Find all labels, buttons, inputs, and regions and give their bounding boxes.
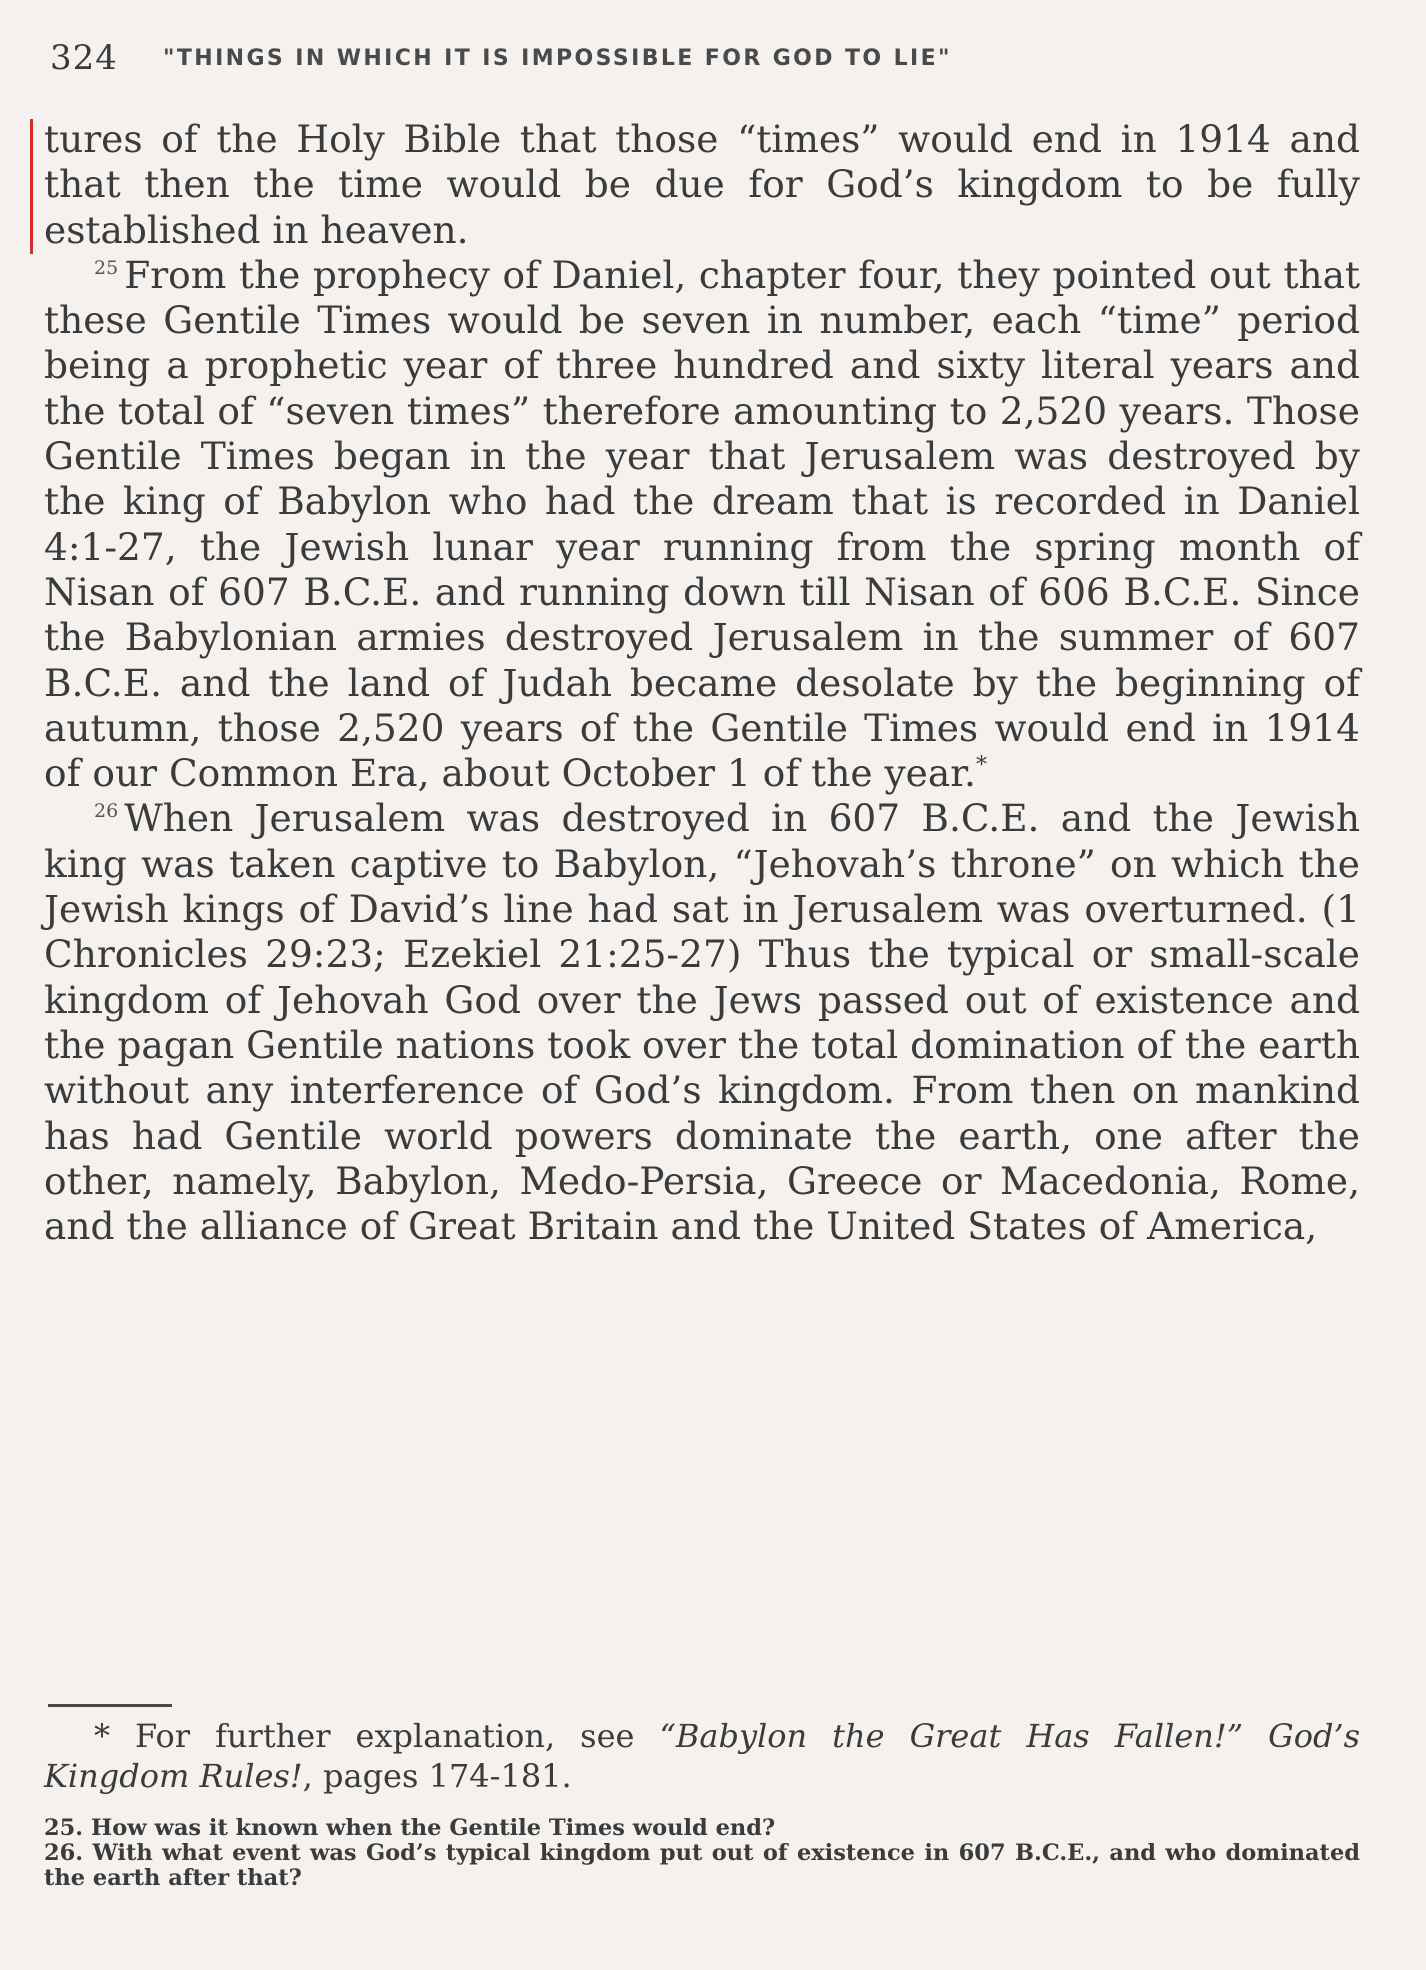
- paragraph-number: 26: [94, 800, 119, 823]
- footnote-divider: [48, 1704, 172, 1707]
- paragraph-number: 25: [94, 256, 119, 279]
- study-question-25: 25. How was it known when the Gentile Times would end?: [44, 1815, 776, 1841]
- running-title: "THINGS IN WHICH IT IS IMPOSSIBLE FOR GOD TO LIE": [163, 46, 952, 71]
- page-number: 324: [50, 38, 118, 78]
- study-questions: [44, 1816, 1360, 1891]
- page-header: [50, 38, 1370, 88]
- margin-highlight-mark: [30, 119, 33, 254]
- footnote-book-title-2: God’s Kingdom Rules!: [44, 1717, 1361, 1795]
- continuation-paragraph: [44, 117, 1360, 253]
- body-text: [44, 117, 1360, 1249]
- study-question-26: 26. With what event was God’s typical kingdom put out of existence in 607 B.C.E., and who dominated the earth after that?: [44, 1840, 1360, 1891]
- footnote-lead: For further explanation, see: [135, 1717, 660, 1755]
- footnote-separator: [1243, 1717, 1268, 1755]
- paragraph-25: [44, 253, 1360, 797]
- paragraph-26: [44, 796, 1360, 1249]
- footnote-mark: *: [94, 1717, 110, 1755]
- continuation-text: tures of the Holy Bible that those “times” would end in 1914 and that then the time would be due for God’s kingdom to be fully established in heaven.: [44, 117, 1360, 252]
- footnote-reference-mark: *: [975, 753, 987, 779]
- paragraph-26-text: When Jerusalem was destroyed in 607 B.C.E. and the Jewish king was taken captive to Babylon, “Jehovah’s throne” on which the Jewish kings of David’s line had sat in Jerusalem was overturned. (1 Chronicles 29:23; Ezekiel 21:25-27) Thus the typical or small-scale kingdom of Jehovah God over the Jews passed out of existence and the pagan Gentile nations took over the total domination of the earth without any interference of God’s kingdom. From then on mankind has had Gentile world powers dominate the earth, one after the other, namely, Babylon, Medo-Persia, Greece or Macedonia, Rome, and the alliance of Great Britain and the United States of America,: [44, 796, 1360, 1249]
- paragraph-25-text: From the prophecy of Daniel, chapter four, they pointed out that these Gentile Times would be seven in number, each “time” period being a prophetic year of three hundred and sixty literal years and the total of “seven times” therefore amounting to 2,520 years. Those Gentile Times began in the year that Jerusalem was destroyed by the king of Babylon who had the dream that is recorded in Daniel 4:1-27, the Jewish lunar year running from the spring month of Nisan of 607 B.C.E. and running down till Nisan of 606 B.C.E. Since the Babylonian armies destroyed Jerusalem in the summer of 607 B.C.E. and the land of Judah became desolate by the beginning of autumn, those 2,520 years of the Gentile Times would end in 1914 of our Common Era, about October 1 of the year.: [44, 252, 1360, 796]
- footnote: [44, 1716, 1360, 1796]
- footnote-book-title-1: “Babylon the Great Has Fallen!”: [659, 1717, 1244, 1755]
- footnote-tail: , pages 174-181.: [302, 1757, 572, 1795]
